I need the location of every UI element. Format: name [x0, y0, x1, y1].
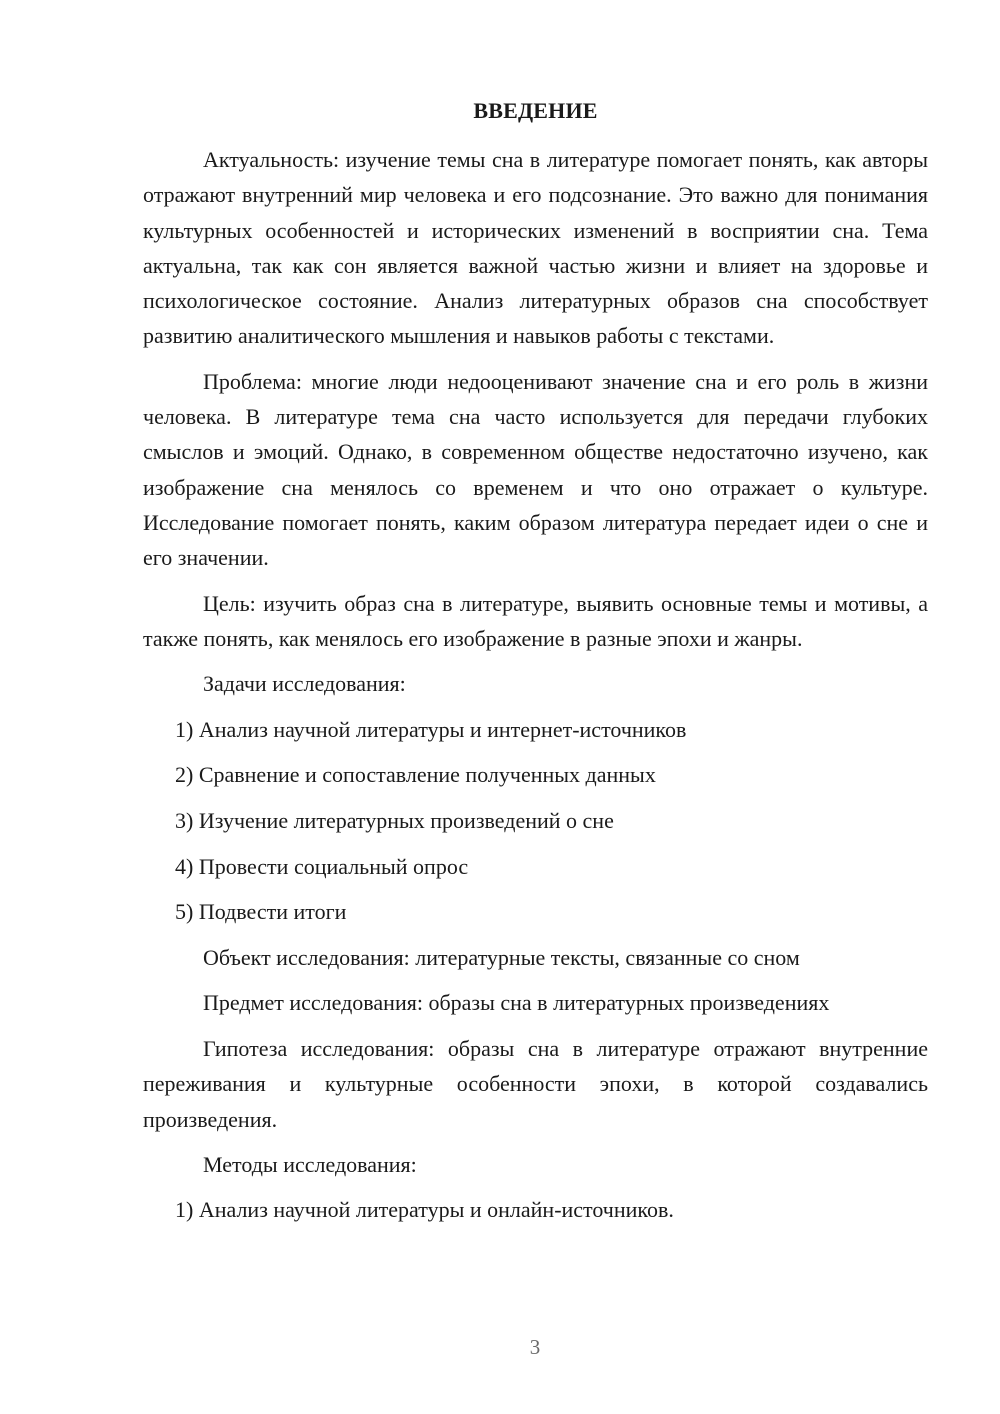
subject-line: Предмет исследования: образы сна в литературных произведениях	[203, 990, 830, 1016]
task-item: 4) Провести социальный опрос	[175, 853, 469, 879]
page-number: 3	[529, 1335, 541, 1359]
task-item: 3) Изучение литературных произведений о сне	[175, 807, 614, 833]
page-content	[143, 94, 928, 1238]
methods-heading: Методы исследования:	[203, 1151, 417, 1177]
problem-paragraph: Проблема: многие люди недооценивают значение сна и его роль в жизни человека. В литературе тема сна часто используется для передачи глубоких смыслов и эмоций. Однако, в современном обществе недостаточно изучено, как изображение сна менялось со временем и что оно отражает о культуре. Исследование помогает понять, каким образом литература передает идеи о сне и его значении.	[143, 368, 928, 571]
hypothesis-paragraph: Гипотеза исследования: образы сна в литературе отражают внутренние переживания и культурные особенности эпохи, в которой создавались произведения.	[143, 1035, 928, 1132]
tasks-heading: Задачи исследования:	[203, 671, 406, 697]
object-line: Объект исследования: литературные тексты, связанные со сном	[203, 944, 800, 970]
relevance-paragraph: Актуальность: изучение темы сна в литературе помогает понять, как авторы отражают внутренний мир человека и его подсознание. Это важно для понимания культурных особенностей и исторических изменений в восприятии сна. Тема актуальна, так как сон является важной частью жизни и влияет на здоровье и психологическое состояние. Анализ литературных образов сна способствует развитию аналитического мышления и навыков работы с текстами.	[143, 147, 928, 349]
goal-paragraph: Цель: изучить образ сна в литературе, выявить основные темы и мотивы, а также понять, как менялось его изображение в разные эпохи и жанры.	[143, 590, 928, 651]
task-item: 2) Сравнение и сопоставление полученных данных	[175, 762, 656, 788]
page-title: ВВЕДЕНИЕ	[473, 98, 598, 123]
method-item: 1) Анализ научной литературы и онлайн-источников.	[175, 1197, 674, 1223]
task-item: 5) Подвести итоги	[175, 899, 347, 925]
task-item: 1) Анализ научной литературы и интернет-источников	[175, 716, 687, 742]
